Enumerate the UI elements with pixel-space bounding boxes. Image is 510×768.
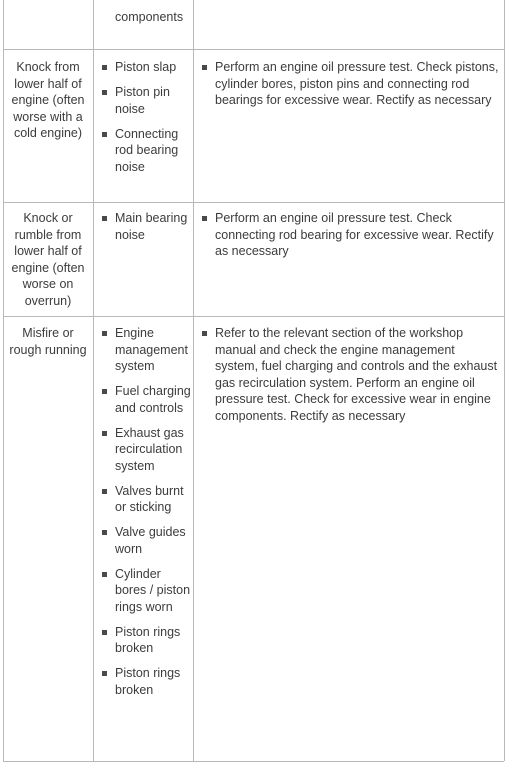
square-bullet-icon bbox=[102, 671, 107, 676]
list-item bbox=[96, 84, 192, 117]
square-bullet-icon bbox=[102, 489, 107, 494]
cause-text: Piston pin noise bbox=[115, 85, 170, 116]
cause-text: Valve guides worn bbox=[115, 525, 186, 556]
cause-text: Valves burnt or sticking bbox=[115, 483, 184, 514]
square-bullet-icon bbox=[102, 90, 107, 95]
action-text: Refer to the relevant section of the workshop manual and check the engine management system, fuel charging and controls and the exhaust gas recirculation system. Perform an engine oil pressure test. Check for excessive wear in engine components. Rectify as necessary bbox=[215, 326, 498, 423]
list-item bbox=[96, 210, 192, 243]
row-divider-1 bbox=[3, 49, 504, 50]
square-bullet-icon bbox=[102, 331, 107, 336]
column-divider-2 bbox=[193, 0, 194, 761]
list-item bbox=[196, 325, 500, 424]
cause-continuation-text: components bbox=[115, 10, 184, 24]
table-border-bottom bbox=[3, 761, 504, 762]
square-bullet-icon bbox=[102, 389, 107, 394]
table-border-left bbox=[3, 0, 4, 761]
square-bullet-icon bbox=[102, 132, 107, 137]
square-bullet-icon bbox=[102, 530, 107, 535]
table-border-right bbox=[504, 0, 505, 761]
causes-cell bbox=[96, 210, 192, 243]
list-item bbox=[196, 59, 500, 109]
table-row bbox=[96, 9, 192, 26]
list-item bbox=[96, 665, 192, 698]
row-divider-2 bbox=[3, 202, 504, 203]
cause-text: Connecting rod bearing noise bbox=[115, 126, 179, 174]
symptom-text: Knock or rumble from lower half of engine (often worse on overrun) bbox=[11, 211, 85, 308]
list-item bbox=[96, 126, 192, 176]
causes-cell bbox=[96, 59, 192, 175]
actions-cell bbox=[196, 210, 500, 260]
list-item bbox=[96, 325, 192, 375]
causes-cell bbox=[96, 325, 192, 698]
cause-text: Cylinder bores / piston rings worn bbox=[115, 566, 191, 614]
square-bullet-icon bbox=[102, 216, 107, 221]
square-bullet-icon bbox=[202, 216, 207, 221]
cause-text: Fuel charging and controls bbox=[115, 384, 191, 415]
square-bullet-icon bbox=[202, 331, 207, 336]
list-item bbox=[96, 59, 192, 76]
cause-text: Exhaust gas recirculation system bbox=[115, 425, 184, 473]
cause-text: Piston rings broken bbox=[115, 624, 181, 655]
symptom-text: Knock from lower half of engine (often worse with a cold engine) bbox=[11, 60, 85, 140]
cause-text: Main bearing noise bbox=[115, 211, 188, 242]
symptom-cell bbox=[5, 325, 91, 358]
actions-cell bbox=[196, 59, 500, 109]
list-item bbox=[96, 483, 192, 516]
list-item bbox=[96, 383, 192, 416]
symptom-text: Misfire or rough running bbox=[9, 326, 87, 357]
list-item bbox=[196, 210, 500, 260]
action-text: Perform an engine oil pressure test. Check pistons, cylinder bores, piston pins and connecting rod bearings for excessive wear. Rectify as necessary bbox=[215, 60, 499, 107]
list-item bbox=[96, 566, 192, 616]
symptom-cell bbox=[5, 210, 91, 309]
list-item bbox=[96, 624, 192, 657]
column-divider-1 bbox=[93, 0, 94, 761]
action-text: Perform an engine oil pressure test. Check connecting rod bearing for excessive wear. Rectify as necessary bbox=[215, 211, 494, 258]
square-bullet-icon bbox=[102, 572, 107, 577]
square-bullet-icon bbox=[102, 65, 107, 70]
square-bullet-icon bbox=[202, 65, 207, 70]
actions-cell bbox=[196, 325, 500, 424]
cause-text: Engine management system bbox=[115, 326, 188, 373]
list-item bbox=[96, 425, 192, 475]
square-bullet-icon bbox=[102, 431, 107, 436]
symptom-cell bbox=[5, 59, 91, 142]
square-bullet-icon bbox=[102, 630, 107, 635]
cause-text: Piston rings broken bbox=[115, 666, 181, 697]
cause-text: Piston slap bbox=[115, 60, 177, 74]
row-divider-3 bbox=[3, 316, 504, 317]
list-item bbox=[96, 524, 192, 557]
